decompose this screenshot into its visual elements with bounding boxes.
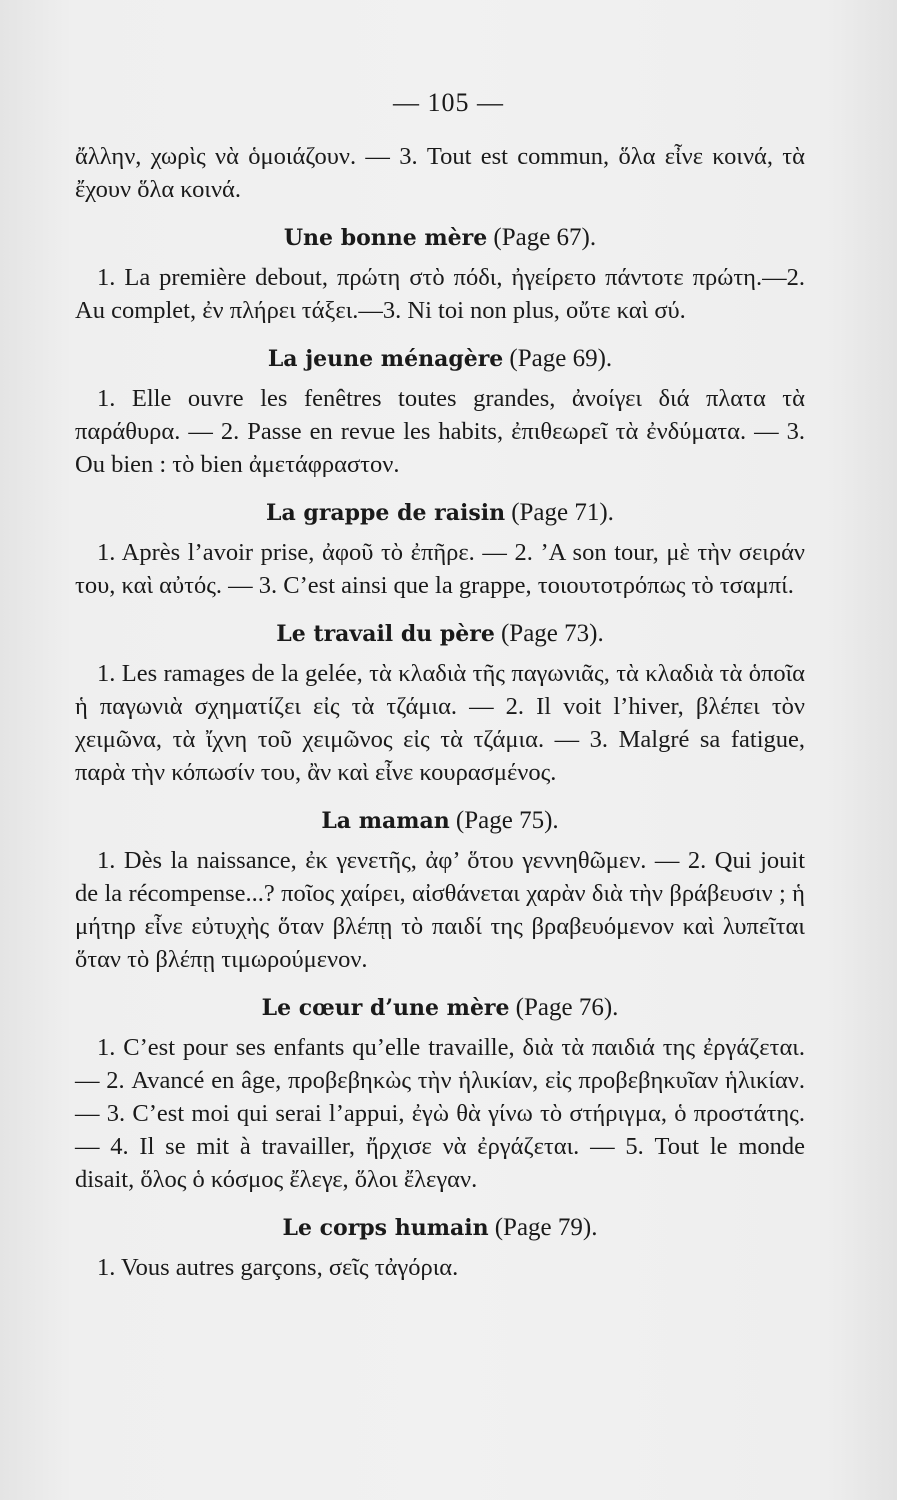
section-heading <box>75 617 805 651</box>
section-text: 1. Dès la naissance, ἐκ γενετῆς, ἀφ’ ὅτου γεννηθῶμεν. — 2. Qui jouit de la récompense...? ποῖος χαίρει, αἰσθάνεται χαρὰν διὰ τὴν βράβευσιν ; ἡ μήτηρ εἶνε εὐτυχὴς ὅταν βλέπῃ τὸ παιδί της βραβευόμενον καὶ λυπεῖται ὅταν τὸ βλέπῃ τιμωρούμενον. <box>75 847 805 973</box>
section-title: Une bonne mère <box>283 225 488 251</box>
section-une-bonne-mere <box>75 221 805 327</box>
section-page-ref: (Page 79). <box>494 1214 598 1241</box>
page-content <box>75 140 805 1284</box>
section-text: 1. La première debout, πρώτη στὸ πόδι, ἠγείρετο πάντοτε πρώτη.—2. Au complet, ἐν πλήρει τάξει.—3. Ni toi non plus, οὔτε καὶ σύ. <box>75 264 805 324</box>
section-heading <box>75 991 805 1025</box>
section-text: 1. Les ramages de la gelée, τὰ κλαδιὰ τῆς παγωνιᾶς, τὰ κλαδιὰ τὰ ὁποῖα ἡ παγωνιὰ σχηματίζει εἰς τὰ τζάμια. — 2. Il voit l’hiver, βλέπει τὸν χειμῶνα, τὰ ἴχνη τοῦ χειμῶνος εἰς τὰ τζάμια. — 3. Malgré sa fatigue, παρὰ τὴν κόπωσίν του, ἂν καὶ εἶνε κουρασμένος. <box>75 660 805 786</box>
page-number: — 105 — <box>393 88 504 117</box>
section-la-jeune-menagere <box>75 342 805 481</box>
section-text: 1. Vous autres garçons, σεῖς τἀγόρια. <box>97 1254 459 1281</box>
section-title: La jeune ménagère <box>267 346 504 372</box>
section-page-ref: (Page 73). <box>500 620 604 647</box>
section-page-ref: (Page 69). <box>509 345 613 372</box>
section-heading <box>75 496 805 530</box>
section-page-ref: (Page 76). <box>515 994 619 1021</box>
section-la-grappe-de-raisin <box>75 496 805 602</box>
intro-paragraph: ἄλλην, χωρὶς νὰ ὁμοιάζουν. — 3. Tout est commun, ὅλα εἶνε κοινά, τὰ ἔχουν ὅλα κοινά. <box>75 143 805 203</box>
section-le-coeur-d-une-mere <box>75 991 805 1196</box>
section-title: Le travail du père <box>276 621 495 647</box>
section-heading <box>75 1211 805 1245</box>
section-heading <box>75 804 805 838</box>
section-title: Le cœur d’une mère <box>261 995 510 1021</box>
section-page-ref: (Page 75). <box>455 807 559 834</box>
section-text: 1. C’est pour ses enfants qu’elle travaille, διὰ τὰ παιδιά της ἐργάζεται. — 2. Avancé en âge, προβεβηκὼς τὴν ἡλικίαν, εἰς προβεβηκυῖαν ἡλικίαν. — 3. C’est moi qui serai l’appui, ἐγὼ θὰ γίνω τὸ στήριγμα, ὁ προστάτης. — 4. Il se mit à travailler, ἤρχισε νὰ ἐργάζεται. — 5. Tout le monde disait, ὅλος ὁ κόσμος ἔλεγε, ὅλοι ἔλεγαν. <box>75 1034 805 1193</box>
section-le-travail-du-pere <box>75 617 805 789</box>
section-la-maman <box>75 804 805 976</box>
section-text: 1. Après l’avoir prise, ἀφοῦ τὸ ἐπῆρε. — 2. ’A son tour, μὲ τὴν σειράν του, καὶ αὐτός. — 3. C’est ainsi que la grappe, τοιουτοτρόπως τὸ τσαμπί. <box>75 539 805 599</box>
section-page-ref: (Page 71). <box>511 499 614 526</box>
section-text: 1. Elle ouvre les fenêtres toutes grandes, ἀνοίγει διά πλατα τὰ παράθυρα. — 2. Passe en revue les habits, ἐπιθεωρεῖ τὰ ἐνδύματα. — 3. Ou bien : τὸ bien ἀμετάφραστον. <box>75 385 805 478</box>
section-le-corps-humain <box>75 1211 805 1284</box>
section-title: La maman <box>321 808 450 834</box>
section-title: Le corps humain <box>282 1215 489 1241</box>
section-page-ref: (Page 67). <box>493 224 597 251</box>
section-heading <box>75 342 805 376</box>
section-title: La grappe de raisin <box>266 500 506 526</box>
section-heading <box>75 221 805 255</box>
